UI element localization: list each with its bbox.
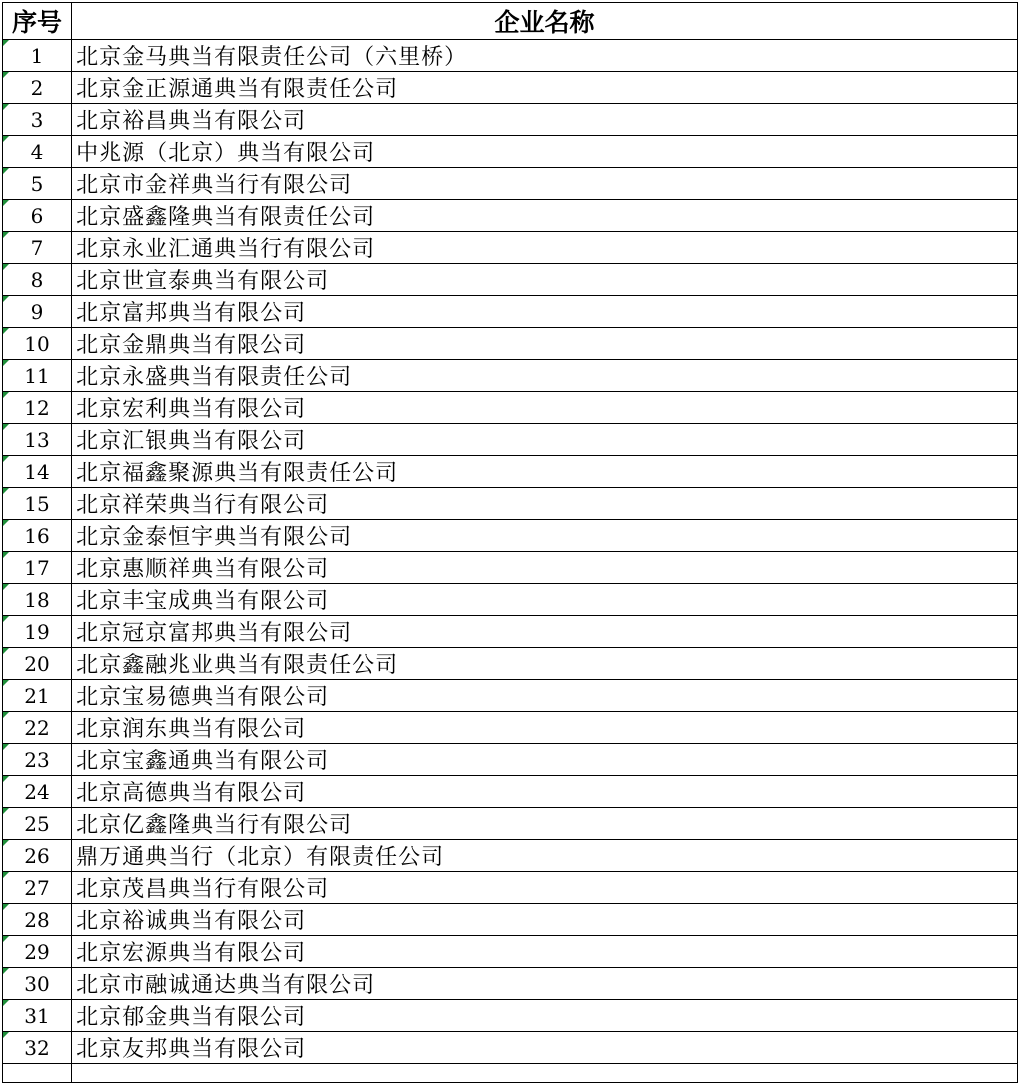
index-cell[interactable]: 22 — [3, 712, 72, 744]
table-row — [3, 40, 1018, 72]
enterprise-name-cell[interactable]: 北京高德典当有限公司 — [72, 776, 1018, 808]
index-cell[interactable] — [3, 1064, 72, 1083]
table-row — [3, 328, 1018, 360]
enterprise-name-cell[interactable]: 北京市金祥典当行有限公司 — [72, 168, 1018, 200]
enterprise-name-cell[interactable]: 北京永盛典当有限责任公司 — [72, 360, 1018, 392]
index-cell[interactable]: 27 — [3, 872, 72, 904]
enterprise-name-cell[interactable]: 北京宏源典当有限公司 — [72, 936, 1018, 968]
enterprise-name-cell[interactable]: 北京丰宝成典当有限公司 — [72, 584, 1018, 616]
table-row — [3, 520, 1018, 552]
index-cell[interactable]: 30 — [3, 968, 72, 1000]
column-header-name[interactable]: 企业名称 — [72, 3, 1018, 40]
table-row — [3, 840, 1018, 872]
table-row — [3, 136, 1018, 168]
enterprise-name-cell[interactable]: 北京市融诚通达典当有限公司 — [72, 968, 1018, 1000]
index-cell[interactable]: 12 — [3, 392, 72, 424]
index-cell[interactable]: 32 — [3, 1032, 72, 1064]
index-cell[interactable]: 17 — [3, 552, 72, 584]
index-cell[interactable]: 15 — [3, 488, 72, 520]
index-cell[interactable]: 4 — [3, 136, 72, 168]
enterprise-name-cell[interactable]: 北京润东典当有限公司 — [72, 712, 1018, 744]
enterprise-name-cell[interactable]: 北京汇银典当有限公司 — [72, 424, 1018, 456]
column-header-index[interactable]: 序号 — [3, 3, 72, 40]
index-cell[interactable]: 18 — [3, 584, 72, 616]
index-cell[interactable]: 29 — [3, 936, 72, 968]
table-row — [3, 680, 1018, 712]
enterprise-name-cell[interactable]: 北京永业汇通典当行有限公司 — [72, 232, 1018, 264]
enterprise-name-cell[interactable]: 北京宝鑫通典当有限公司 — [72, 744, 1018, 776]
enterprise-name-cell[interactable]: 北京惠顺祥典当有限公司 — [72, 552, 1018, 584]
table-row — [3, 456, 1018, 488]
table-row — [3, 424, 1018, 456]
enterprise-name-cell[interactable]: 北京宏利典当有限公司 — [72, 392, 1018, 424]
table-row — [3, 808, 1018, 840]
table-row — [3, 872, 1018, 904]
table-row — [3, 712, 1018, 744]
table-row — [3, 648, 1018, 680]
enterprise-table — [2, 2, 1018, 1083]
table-row — [3, 968, 1018, 1000]
table-row — [3, 1032, 1018, 1064]
enterprise-name-cell[interactable]: 中兆源（北京）典当有限公司 — [72, 136, 1018, 168]
index-cell[interactable]: 6 — [3, 200, 72, 232]
index-cell[interactable]: 10 — [3, 328, 72, 360]
index-cell[interactable]: 11 — [3, 360, 72, 392]
table-row — [3, 1000, 1018, 1032]
index-cell[interactable]: 25 — [3, 808, 72, 840]
enterprise-name-cell[interactable]: 北京富邦典当有限公司 — [72, 296, 1018, 328]
table-row — [3, 232, 1018, 264]
index-cell[interactable]: 14 — [3, 456, 72, 488]
table-body — [3, 40, 1018, 1083]
enterprise-name-cell[interactable]: 北京宝易德典当有限公司 — [72, 680, 1018, 712]
table-row — [3, 584, 1018, 616]
index-cell[interactable]: 21 — [3, 680, 72, 712]
index-cell[interactable]: 13 — [3, 424, 72, 456]
index-cell[interactable]: 31 — [3, 1000, 72, 1032]
index-cell[interactable]: 19 — [3, 616, 72, 648]
enterprise-name-cell[interactable]: 北京金马典当有限责任公司（六里桥） — [72, 40, 1018, 72]
index-cell[interactable]: 26 — [3, 840, 72, 872]
table-row — [3, 296, 1018, 328]
index-cell[interactable]: 2 — [3, 72, 72, 104]
index-cell[interactable]: 3 — [3, 104, 72, 136]
enterprise-name-cell[interactable] — [72, 1064, 1018, 1083]
index-cell[interactable]: 20 — [3, 648, 72, 680]
table-row — [3, 360, 1018, 392]
enterprise-name-cell[interactable]: 北京茂昌典当行有限公司 — [72, 872, 1018, 904]
table-row — [3, 264, 1018, 296]
table-row — [3, 200, 1018, 232]
index-cell[interactable]: 28 — [3, 904, 72, 936]
table-row-partial — [3, 1064, 1018, 1083]
enterprise-name-cell[interactable]: 北京裕昌典当有限公司 — [72, 104, 1018, 136]
table-row — [3, 104, 1018, 136]
table-row — [3, 744, 1018, 776]
enterprise-name-cell[interactable]: 北京金泰恒宇典当有限公司 — [72, 520, 1018, 552]
index-cell[interactable]: 5 — [3, 168, 72, 200]
table-row — [3, 616, 1018, 648]
index-cell[interactable]: 1 — [3, 40, 72, 72]
enterprise-name-cell[interactable]: 北京郁金典当有限公司 — [72, 1000, 1018, 1032]
enterprise-name-cell[interactable]: 北京福鑫聚源典当有限责任公司 — [72, 456, 1018, 488]
index-cell[interactable]: 8 — [3, 264, 72, 296]
enterprise-name-cell[interactable]: 鼎万通典当行（北京）有限责任公司 — [72, 840, 1018, 872]
header-row — [3, 3, 1018, 40]
index-cell[interactable]: 23 — [3, 744, 72, 776]
enterprise-name-cell[interactable]: 北京祥荣典当行有限公司 — [72, 488, 1018, 520]
enterprise-name-cell[interactable]: 北京裕诚典当有限公司 — [72, 904, 1018, 936]
table-row — [3, 904, 1018, 936]
enterprise-name-cell[interactable]: 北京鑫融兆业典当有限责任公司 — [72, 648, 1018, 680]
enterprise-name-cell[interactable]: 北京金鼎典当有限公司 — [72, 328, 1018, 360]
index-cell[interactable]: 16 — [3, 520, 72, 552]
table-row — [3, 72, 1018, 104]
table-row — [3, 776, 1018, 808]
enterprise-name-cell[interactable]: 北京金正源通典当有限责任公司 — [72, 72, 1018, 104]
table-row — [3, 552, 1018, 584]
enterprise-name-cell[interactable]: 北京亿鑫隆典当行有限公司 — [72, 808, 1018, 840]
table-row — [3, 488, 1018, 520]
table-row — [3, 168, 1018, 200]
index-cell[interactable]: 24 — [3, 776, 72, 808]
index-cell[interactable]: 9 — [3, 296, 72, 328]
enterprise-name-cell[interactable]: 北京冠京富邦典当有限公司 — [72, 616, 1018, 648]
enterprise-name-cell[interactable]: 北京世宣泰典当有限公司 — [72, 264, 1018, 296]
table-row — [3, 392, 1018, 424]
enterprise-name-cell[interactable]: 北京盛鑫隆典当有限责任公司 — [72, 200, 1018, 232]
enterprise-name-cell[interactable]: 北京友邦典当有限公司 — [72, 1032, 1018, 1064]
index-cell[interactable]: 7 — [3, 232, 72, 264]
table-row — [3, 936, 1018, 968]
